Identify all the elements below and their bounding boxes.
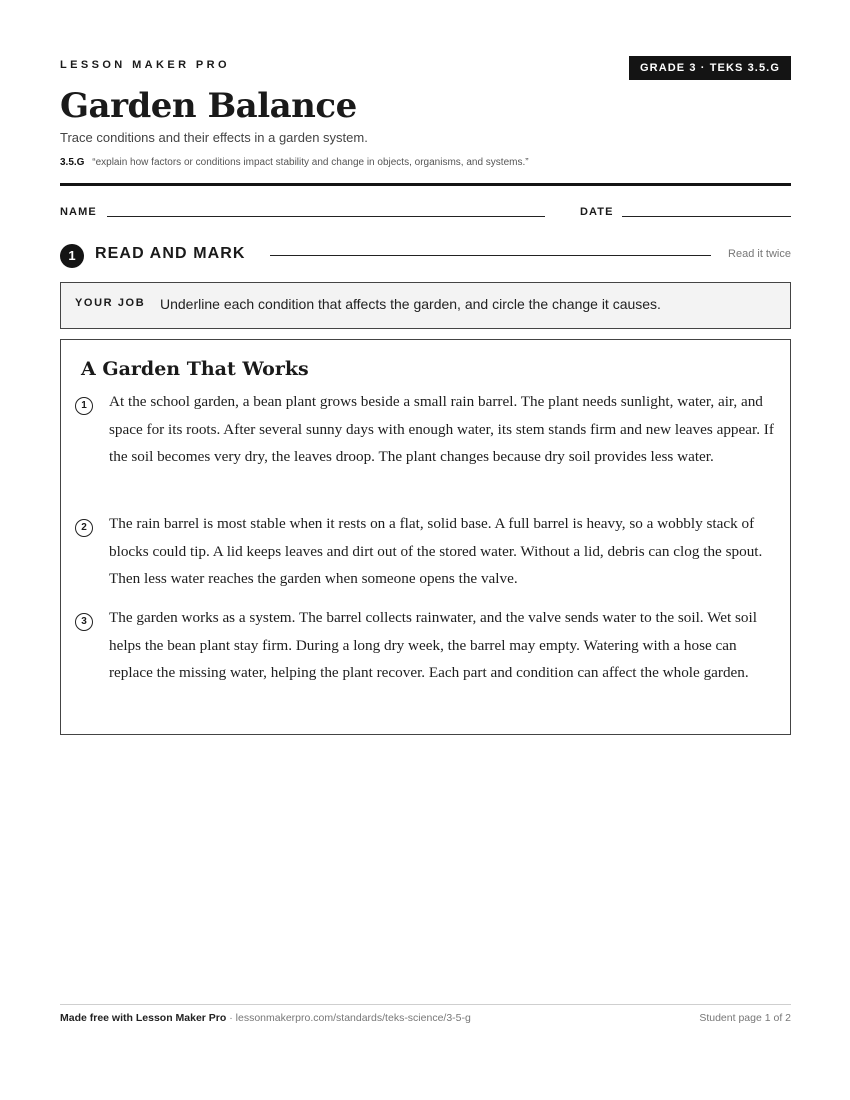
date-label: DATE <box>580 206 614 218</box>
brand-name: LESSON MAKER PRO <box>60 59 230 71</box>
standard-line <box>60 157 529 168</box>
date-field[interactable] <box>622 216 791 217</box>
footer-page-number: Student page 1 of 2 <box>699 1012 791 1024</box>
footer-separator: · <box>226 1012 236 1024</box>
section-title: READ AND MARK <box>95 245 246 262</box>
instruction-text: Underline each condition that affects the garden, and circle the change it causes. <box>160 296 661 312</box>
standard-code: 3.5.G <box>60 157 85 168</box>
top-bar <box>60 56 791 80</box>
name-date-row <box>60 204 791 220</box>
reading-passage <box>60 339 791 735</box>
page-subtitle: Trace conditions and their effects in a garden system. <box>60 130 368 145</box>
grade-badge: GRADE 3 · TEKS 3.5.G <box>629 56 791 80</box>
section-rule <box>270 255 711 256</box>
paragraph-text: The garden works as a system. The barrel collects rainwater, and the valve sends water to the soil. Wet soil helps the bean plant stay firm. During a long dry week, the barrel may empty. Watering with a hose can replace the missing water, helping the plant recover. Each part and condition can affect the whole garden. <box>109 609 757 681</box>
paragraph-number: 1 <box>75 397 93 415</box>
passage-title: A Garden That Works <box>81 358 309 380</box>
section-note: Read it twice <box>728 248 791 260</box>
paragraph-text: At the school garden, a bean plant grows beside a small rain barrel. The plant needs sunlight, water, air, and space for its roots. After several sunny days with enough water, its stem stands firm and new leaves appear. If the soil becomes very dry, the leaves droop. The plant changes because dry soil provides less water. <box>109 393 774 465</box>
instruction-label: YOUR JOB <box>75 297 146 309</box>
section-heading <box>60 243 791 269</box>
header-divider <box>60 183 791 186</box>
footer-credit <box>60 1012 471 1024</box>
footer-divider <box>60 1004 791 1005</box>
section-number-badge: 1 <box>60 244 84 268</box>
paragraph-number: 3 <box>75 613 93 631</box>
paragraph-text: The rain barrel is most stable when it rests on a flat, solid base. A full barrel is heavy, so a wobbly stack of blocks could tip. A lid keeps leaves and dirt out of the stored water. Without a lid, debris can clog the spout. Then less water reaches the garden when someone opens the valve. <box>109 515 763 587</box>
worksheet-page <box>60 0 791 1100</box>
paragraph-number: 2 <box>75 519 93 537</box>
name-label: NAME <box>60 206 97 218</box>
footer-made-with: Made free with Lesson Maker Pro <box>60 1012 227 1024</box>
name-field[interactable] <box>107 216 545 217</box>
instruction-box <box>60 282 791 329</box>
footer-url[interactable]: lessonmakerpro.com/standards/teks-science/3-5-g <box>235 1012 471 1024</box>
page-title: Garden Balance <box>60 86 357 126</box>
standard-text: “explain how factors or conditions impact stability and change in objects, organisms, and systems.” <box>92 157 529 168</box>
